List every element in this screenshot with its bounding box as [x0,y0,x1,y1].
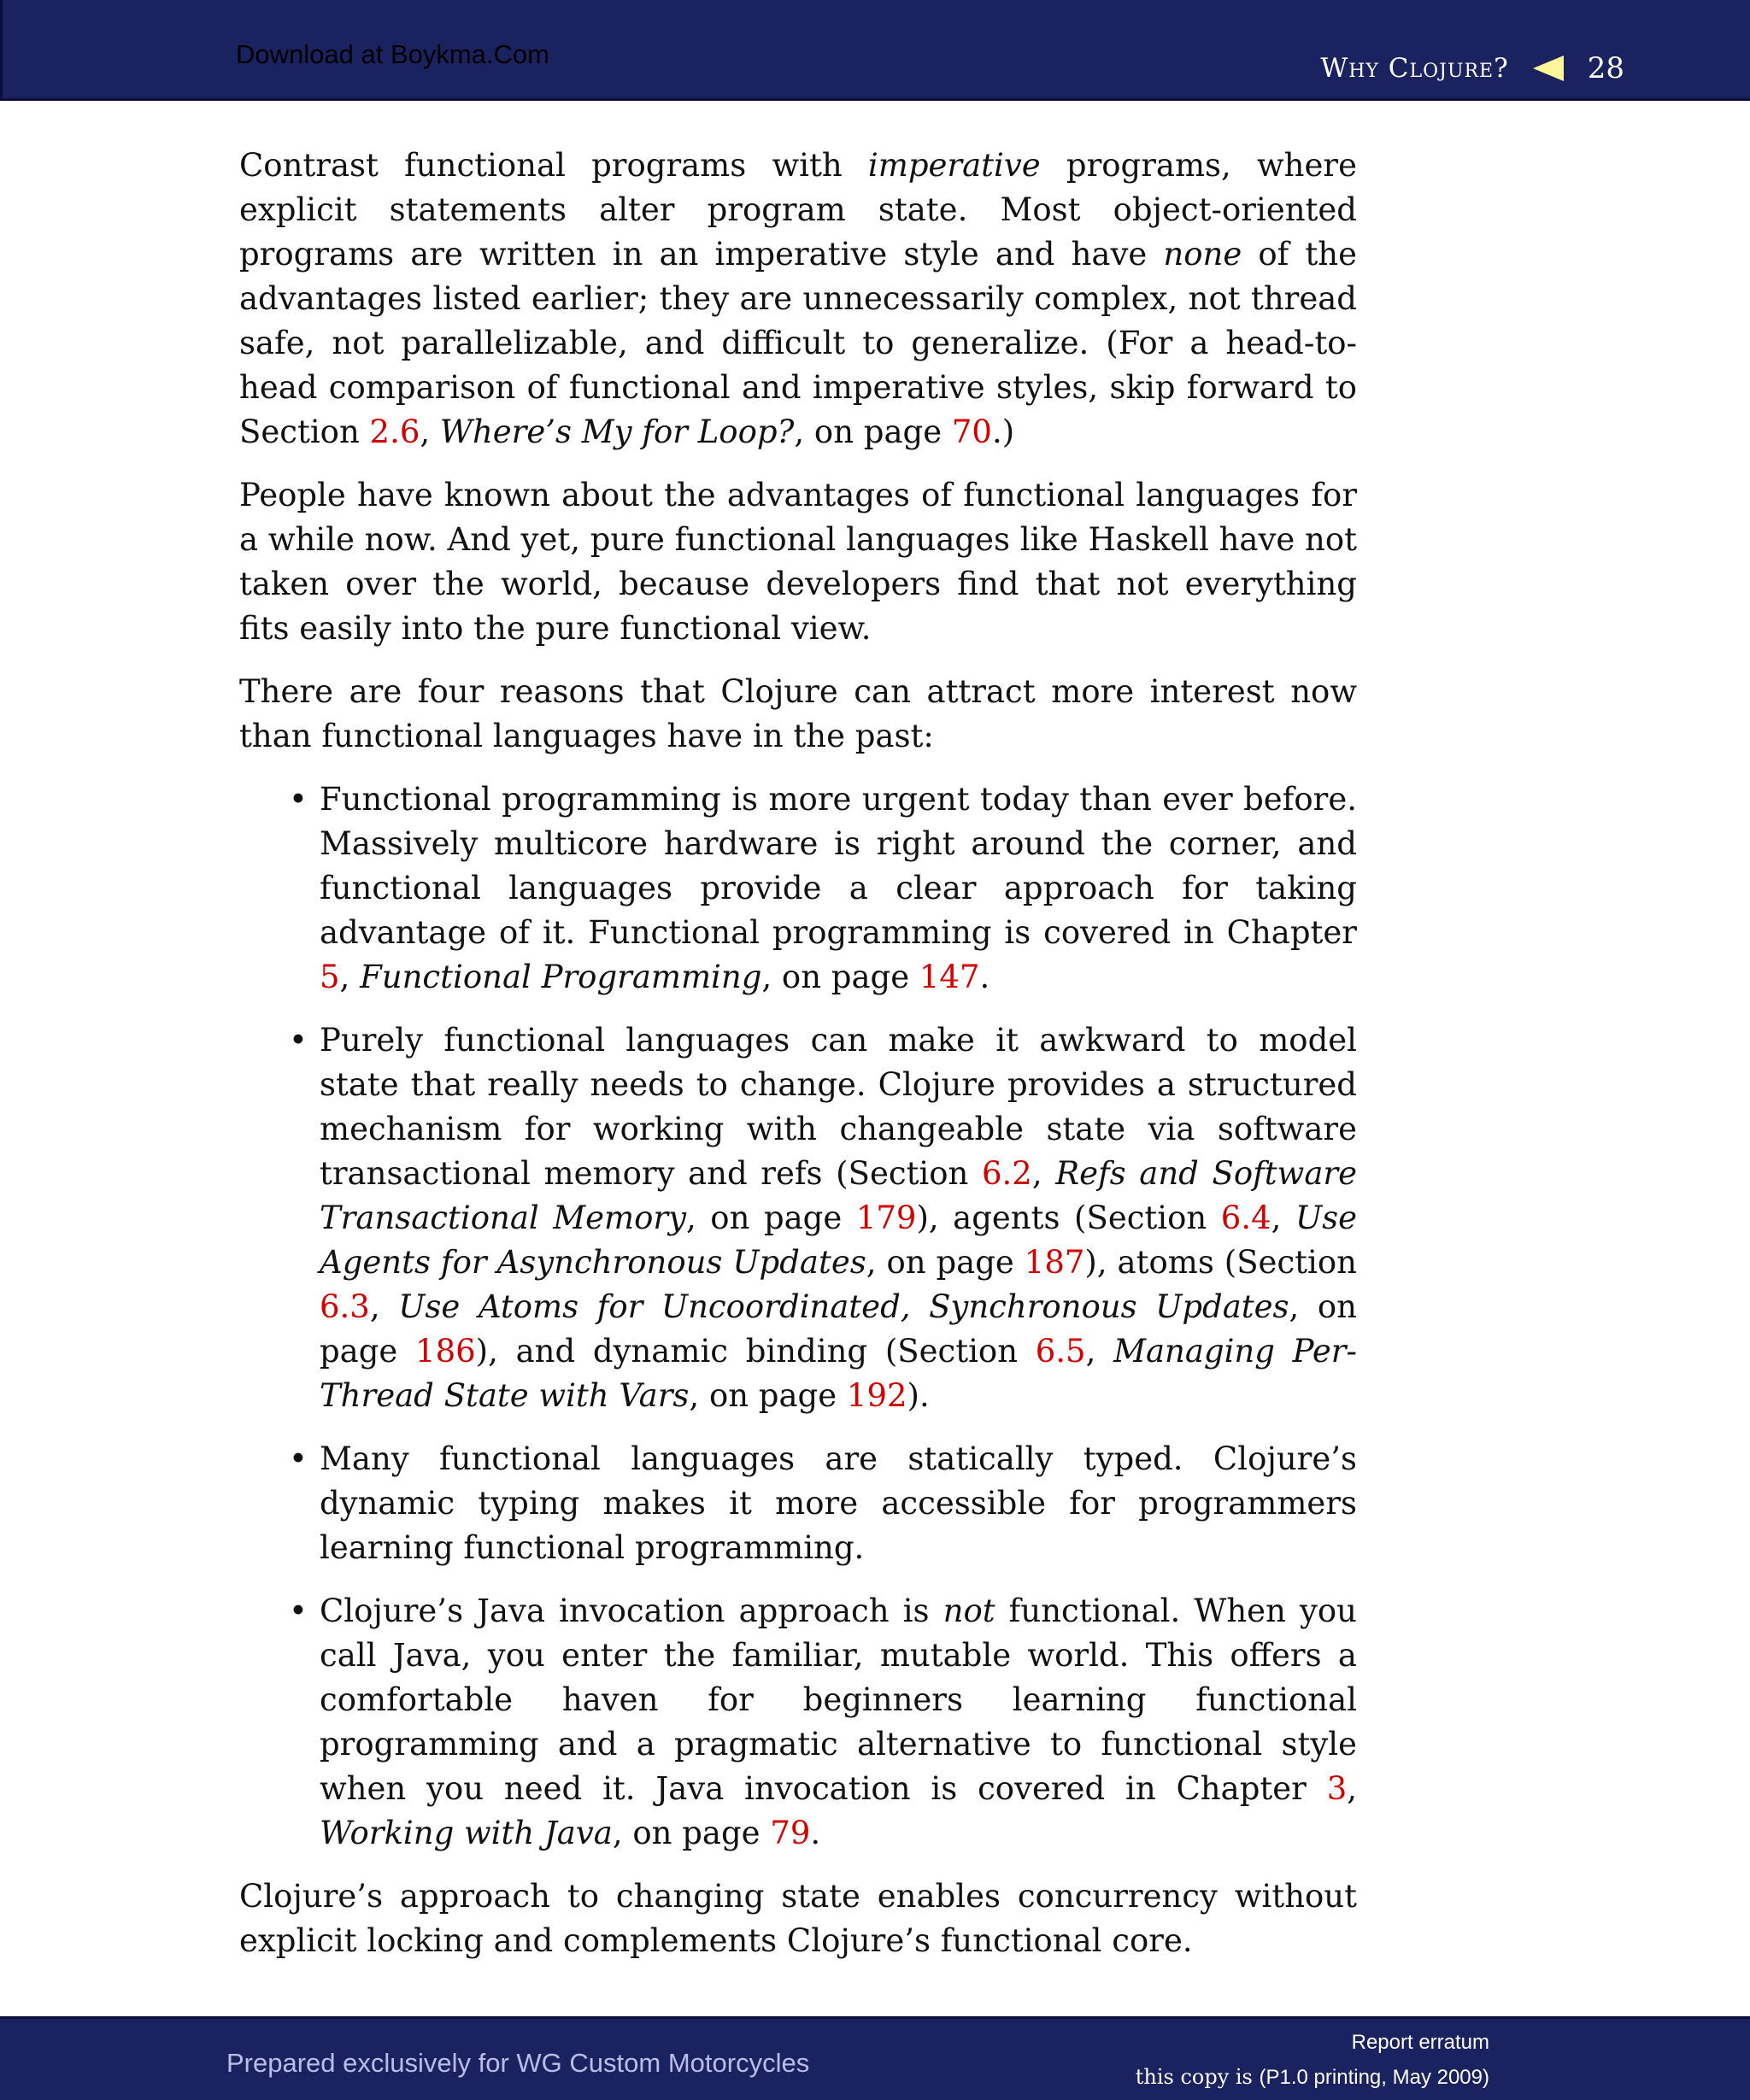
section-title: Refs and Software Transactional Memory [320,1155,1357,1236]
text: , on page [612,1815,771,1851]
list-item [239,1018,1357,1418]
text: ), atoms (Section [1084,1244,1357,1281]
running-head [1320,51,1624,85]
list-item [239,777,1357,1000]
text: , [1271,1200,1295,1236]
page-link-187[interactable]: 187 [1024,1244,1085,1281]
section-link-6-4[interactable]: 6.4 [1220,1200,1271,1236]
section-title: Managing Per-Thread State with Vars [320,1333,1357,1414]
section-link-6-2[interactable]: 6.2 [982,1155,1032,1192]
text: . [810,1815,821,1851]
text: Contrast functional programs with [239,147,868,184]
paragraph-imperative [239,144,1357,455]
list-item [239,1589,1357,1856]
text: Purely functional languages can make it awkward to model state that really needs to change. Clojure provides a structured mechanism for working with changeable state via software transactional memory and refs (Section [320,1022,1357,1192]
text: ), and dynamic binding (Section [475,1333,1036,1370]
copy-label: this copy is [1135,2065,1253,2089]
text: , [420,414,440,450]
chapter-title: Working with Java [320,1815,613,1851]
text: , on page [320,1288,1357,1370]
text: , [1347,1770,1357,1807]
text: Clojure’s Java invocation approach is [320,1593,943,1629]
page-link-147[interactable]: 147 [919,959,980,995]
text: , on page [794,414,952,450]
paragraph-haskell: People have known about the advantages of functional languages for a while now. And yet, pure functional languages like Haskell have not taken over the world, because developers find that not everything fits easily into the pure functional view. [239,477,1357,647]
section-title: Use Agents for Asynchronous Updates [320,1200,1358,1281]
text: . [979,959,990,995]
bullet-icon: • [289,781,308,818]
bullet-icon: • [289,1440,308,1477]
text: , [339,959,361,995]
emphasis: none [1163,236,1242,273]
text: , on page [689,1377,847,1414]
download-watermark: Download at Boykma.Com [236,39,549,69]
text: , [1031,1155,1056,1192]
previous-page-arrow-icon[interactable] [1533,56,1564,81]
text: .) [991,414,1015,450]
report-erratum-link[interactable]: Report erratum [1351,2031,1489,2054]
emphasis: not [943,1593,995,1629]
chapter-title: Functional Programming [360,959,762,995]
text: ). [907,1377,930,1414]
page-link-70[interactable]: 70 [951,414,992,450]
text: Many functional languages are statically typed. Clojure’s dynamic typing makes it more accessible for programmers learning functional programming. [320,1440,1357,1566]
page-footer [0,2016,1750,2100]
paragraph-four-reasons: There are four reasons that Clojure can attract more interest now than functional languages have in the past: [239,673,1357,754]
chapter-link-3[interactable]: 3 [1326,1770,1348,1807]
text: functional. When you call Java, you enter the familiar, mutable world. This offers a comfortable haven for beginners learning functional programming and a pragmatic alternative to functional style when you need it. Java invocation is covered in Chapter [320,1593,1357,1807]
reasons-list [239,777,1357,1856]
bullet-icon: • [289,1022,308,1059]
list-item [239,1437,1357,1570]
section-link-6-3[interactable]: 6.3 [320,1288,370,1325]
page-header [0,0,1750,101]
text: , on page [686,1200,856,1236]
section-title: Where’s My for Loop? [439,414,795,450]
text: of the advantages listed earlier; they are unnecessarily complex, not thread safe, not parallelizable, and difficult to generalize. (For a head-to-head comparison of functional and imperative styles, skip forward to Section [239,236,1357,450]
page-body [239,144,1357,1982]
paragraph-concurrency: Clojure’s approach to changing state enables concurrency without explicit locking and complements Clojure’s functional core. [239,1878,1357,1959]
text: Functional programming is more urgent today than ever before. Massively multicore hardware is right around the corner, and functional languages provide a clear approach for taking advantage of it. Functional programming is covered in Chapter [320,781,1357,951]
page-link-79[interactable]: 79 [770,1815,811,1851]
chapter-title: Why Clojure? [1320,53,1509,84]
section-link-6-5[interactable]: 6.5 [1035,1333,1086,1370]
text: , on page [761,959,919,995]
text: , [369,1288,399,1325]
section-title: Use Atoms for Uncoordinated, Synchronous Updates [398,1288,1289,1325]
section-link-2-6[interactable]: 2.6 [369,414,420,450]
page-link-179[interactable]: 179 [855,1200,917,1236]
page-number: 28 [1587,51,1624,85]
page-link-186[interactable]: 186 [415,1333,476,1370]
triangle-left-icon [1533,56,1564,81]
page-link-192[interactable]: 192 [846,1377,907,1414]
text: , on page [866,1244,1025,1281]
chapter-link-5[interactable]: 5 [320,959,340,995]
prepared-for-notice: Prepared exclusively for WG Custom Motorcycles [226,2048,810,2078]
copy-info [1136,2065,1489,2090]
emphasis: imperative [867,147,1041,184]
text: , [1085,1333,1114,1370]
text: ), agents (Section [916,1200,1221,1236]
bullet-icon: • [289,1593,308,1629]
text: programs, where explicit statements alter program state. Most object-oriented programs are written in an imperative style and have [239,147,1357,273]
printing-info: (P1.0 printing, May 2009) [1259,2066,1489,2089]
